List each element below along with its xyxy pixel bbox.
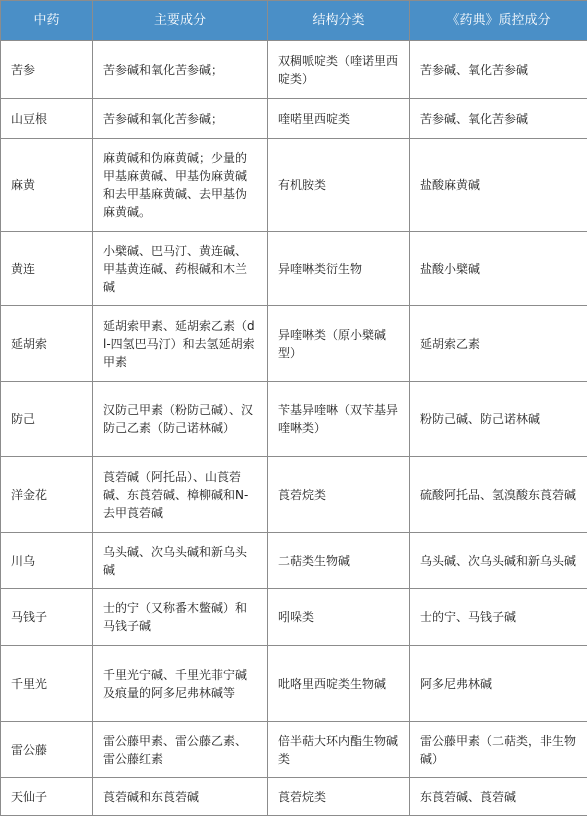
qc-cell: 粉防己碱、防己诺林碱	[410, 382, 587, 457]
herb-cell: 防己	[1, 382, 93, 457]
qc-cell: 盐酸麻黄碱	[410, 139, 587, 232]
table-row	[1, 232, 587, 306]
table-row	[1, 139, 587, 232]
class-cell: 异喹啉类衍生物	[268, 232, 410, 306]
components-cell: 莨菪碱（阿托品）、山莨菪碱、东莨菪碱、樟柳碱和N-去甲莨菪碱	[93, 457, 268, 533]
table-row	[1, 382, 587, 457]
table-row	[1, 533, 587, 589]
components-cell: 苦参碱和氧化苦参碱；	[93, 41, 268, 99]
herb-cell: 天仙子	[1, 778, 93, 816]
herb-cell: 山豆根	[1, 99, 93, 139]
class-cell: 莨菪烷类	[268, 778, 410, 816]
qc-cell: 雷公藤甲素（二萜类，非生物碱）	[410, 722, 587, 778]
class-cell: 吲哚类	[268, 589, 410, 646]
table-row	[1, 306, 587, 382]
table-row	[1, 589, 587, 646]
header-qc: 《药典》质控成分	[410, 1, 587, 41]
qc-cell: 阿多尼弗林碱	[410, 646, 587, 722]
components-cell: 麻黄碱和伪麻黄碱；少量的甲基麻黄碱、甲基伪麻黄碱和去甲基麻黄碱、去甲基伪麻黄碱。	[93, 139, 268, 232]
class-cell: 莨菪烷类	[268, 457, 410, 533]
herb-cell: 雷公藤	[1, 722, 93, 778]
class-cell: 二萜类生物碱	[268, 533, 410, 589]
components-cell: 乌头碱、次乌头碱和新乌头碱	[93, 533, 268, 589]
components-cell: 苦参碱和氧化苦参碱；	[93, 99, 268, 139]
class-cell: 吡咯里西啶类生物碱	[268, 646, 410, 722]
qc-cell: 士的宁、马钱子碱	[410, 589, 587, 646]
herb-cell: 黄连	[1, 232, 93, 306]
header-class: 结构分类	[268, 1, 410, 41]
header-herb: 中药	[1, 1, 93, 41]
table-row	[1, 778, 587, 816]
header-row	[1, 1, 587, 41]
components-cell: 士的宁（又称番木鳖碱）和马钱子碱	[93, 589, 268, 646]
table-row	[1, 646, 587, 722]
class-cell: 双稠哌啶类（喹诺里西啶类）	[268, 41, 410, 99]
class-cell: 倍半萜大环内酯生物碱类	[268, 722, 410, 778]
class-cell: 有机胺类	[268, 139, 410, 232]
table-row	[1, 41, 587, 99]
components-cell: 千里光宁碱、千里光菲宁碱及痕量的阿多尼弗林碱等	[93, 646, 268, 722]
herb-cell: 千里光	[1, 646, 93, 722]
components-cell: 莨菪碱和东莨菪碱	[93, 778, 268, 816]
qc-cell: 盐酸小檗碱	[410, 232, 587, 306]
components-cell: 小檗碱、巴马汀、黄连碱、甲基黄连碱、药根碱和木兰碱	[93, 232, 268, 306]
qc-cell: 苦参碱、氧化苦参碱	[410, 99, 587, 139]
table-row	[1, 722, 587, 778]
herb-cell: 延胡索	[1, 306, 93, 382]
components-cell: 汉防己甲素（粉防己碱）、汉防己乙素（防己诺林碱）	[93, 382, 268, 457]
qc-cell: 延胡索乙素	[410, 306, 587, 382]
herb-cell: 苦参	[1, 41, 93, 99]
table-row	[1, 99, 587, 139]
herb-cell: 马钱子	[1, 589, 93, 646]
class-cell: 喹喏里西啶类	[268, 99, 410, 139]
herb-cell: 川乌	[1, 533, 93, 589]
table-row	[1, 457, 587, 533]
class-cell: 苄基异喹啉（双苄基异喹啉类）	[268, 382, 410, 457]
components-cell: 雷公藤甲素、雷公藤乙素、雷公藤红素	[93, 722, 268, 778]
qc-cell: 乌头碱、次乌头碱和新乌头碱	[410, 533, 587, 589]
qc-cell: 苦参碱、氧化苦参碱	[410, 41, 587, 99]
herb-cell: 麻黄	[1, 139, 93, 232]
header-components: 主要成分	[93, 1, 268, 41]
class-cell: 异喹啉类（原小檗碱型）	[268, 306, 410, 382]
herb-cell: 洋金花	[1, 457, 93, 533]
components-cell: 延胡索甲素、延胡索乙素（dl-四氢巴马汀）和去氢延胡索甲素	[93, 306, 268, 382]
qc-cell: 硫酸阿托品、氢溴酸东莨菪碱	[410, 457, 587, 533]
qc-cell: 东莨菪碱、莨菪碱	[410, 778, 587, 816]
